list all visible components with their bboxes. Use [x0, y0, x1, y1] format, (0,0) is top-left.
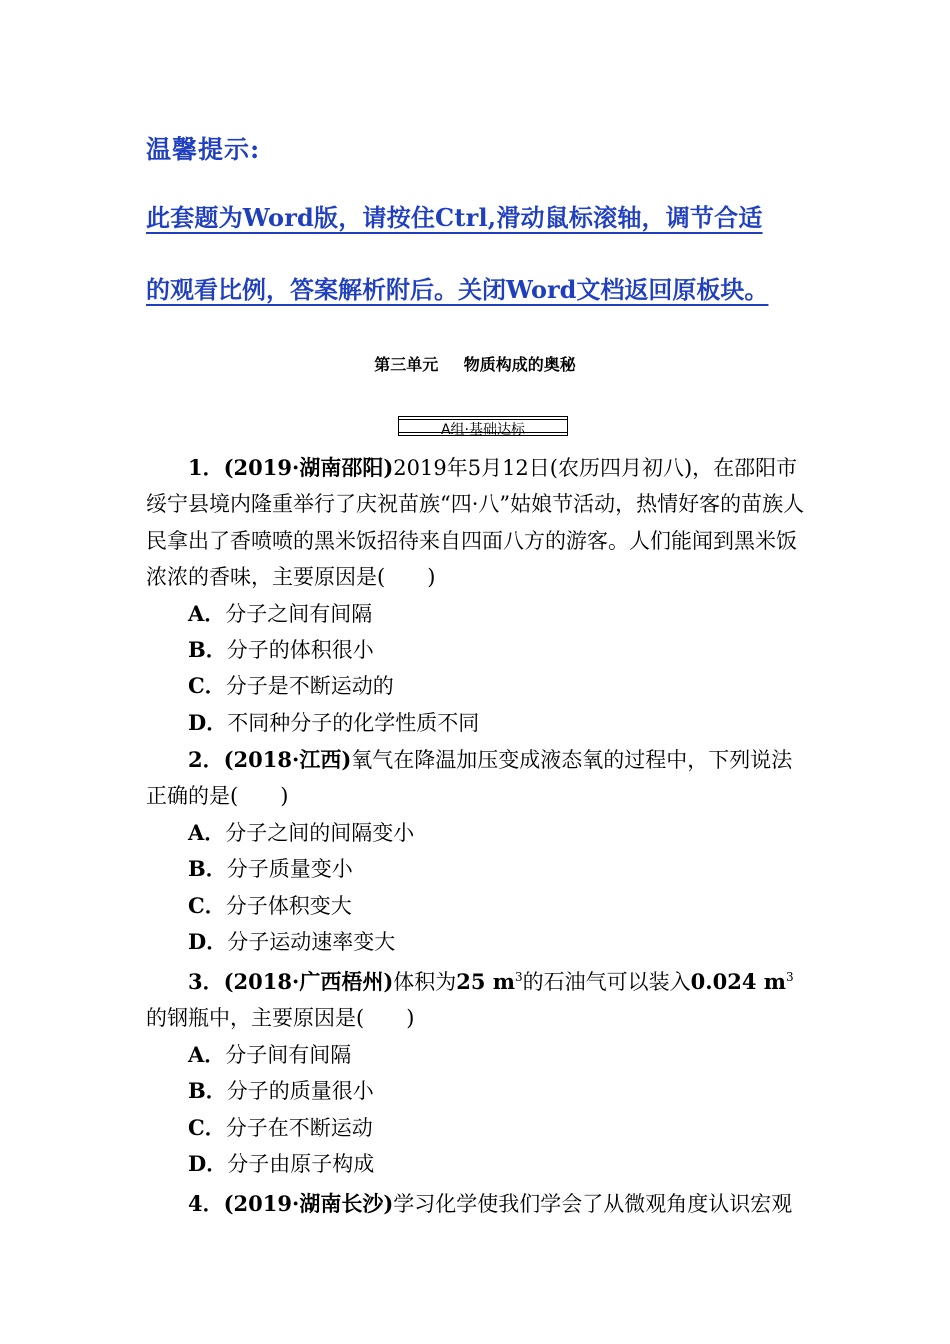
question-number: 1． — [188, 455, 224, 480]
group-label-box — [398, 416, 568, 436]
question-stem — [146, 742, 810, 815]
volume-1: 25 m — [456, 969, 516, 994]
option-d: D．分子运动速率变大 — [188, 929, 396, 955]
exponent-1: 3 — [515, 970, 523, 984]
group-label: A组·基础达标 — [440, 422, 526, 438]
question-text: 氧气在降温加压变成液态氧的过程中，下列说法正确的是( ) — [146, 748, 793, 809]
option-b: B．分子的体积很小 — [188, 637, 374, 663]
question-4 — [146, 1186, 810, 1222]
question-source: (2018·江西) — [223, 747, 352, 772]
question-number: 2． — [188, 747, 224, 772]
question-stem — [146, 1186, 810, 1222]
option-d: D．不同种分子的化学性质不同 — [188, 709, 480, 735]
option-b: B．分子质量变小 — [188, 856, 353, 882]
question-stem: 3．(2018·广西梧州)体积为25 $m^3$的石油气可以装入0.024 $m^3$的钢瓶中，主要原因是( ) — [146, 969, 794, 1031]
unit-name: 第三单元 — [374, 355, 439, 374]
tip-title: 温馨提示: — [146, 135, 261, 164]
question-source: (2019·湖南长沙) — [223, 1191, 394, 1216]
question-number: 3． — [188, 969, 224, 994]
option-a: A．分子间有间隔 — [188, 1041, 352, 1067]
option-c: C．分子是不断运动的 — [188, 673, 394, 699]
question-text: 2019年5月12日(农历四月初八)，在邵阳市绥宁县境内隆重举行了庆祝苗族“四·八”姑娘节活动，热情好客的苗族人民拿出了香喷喷的黑米饭招待来自四面八方的游客。人们能闻到黑米饭浓浓的香味，主要原因是( ) — [146, 456, 805, 590]
option-c: C．分子体积变大 — [188, 892, 352, 918]
option-a: A．分子之间有间隔 — [188, 600, 373, 626]
tip-line-1: 此套题为Word版，请按住Ctrl,滑动鼠标滚轴，调节合适 — [146, 203, 763, 232]
question-source: (2018·广西梧州) — [223, 969, 394, 994]
question-text: 学习化学使我们学会了从微观角度认识宏观 — [393, 1192, 793, 1216]
question-2 — [146, 742, 810, 960]
unit-title — [0, 352, 950, 375]
tip-line-2: 的观看比例，答案解析附后。关闭Word文档返回原板块。 — [146, 275, 769, 304]
option-d: D．分子由原子构成 — [188, 1151, 375, 1177]
exponent-2: 3 — [785, 970, 794, 984]
question-3 — [146, 964, 810, 1182]
option-a: A．分子之间的间隔变小 — [188, 819, 415, 845]
volume-2: 0.024 m — [690, 969, 786, 994]
question-stem — [146, 450, 810, 596]
unit-topic: 物质构成的奥秘 — [463, 355, 576, 374]
question-1 — [146, 450, 810, 741]
option-c: C．分子在不断运动 — [188, 1114, 373, 1140]
question-source: (2019·湖南邵阳) — [223, 455, 394, 480]
question-number: 4． — [188, 1191, 224, 1216]
option-b: B．分子的质量很小 — [188, 1078, 374, 1104]
